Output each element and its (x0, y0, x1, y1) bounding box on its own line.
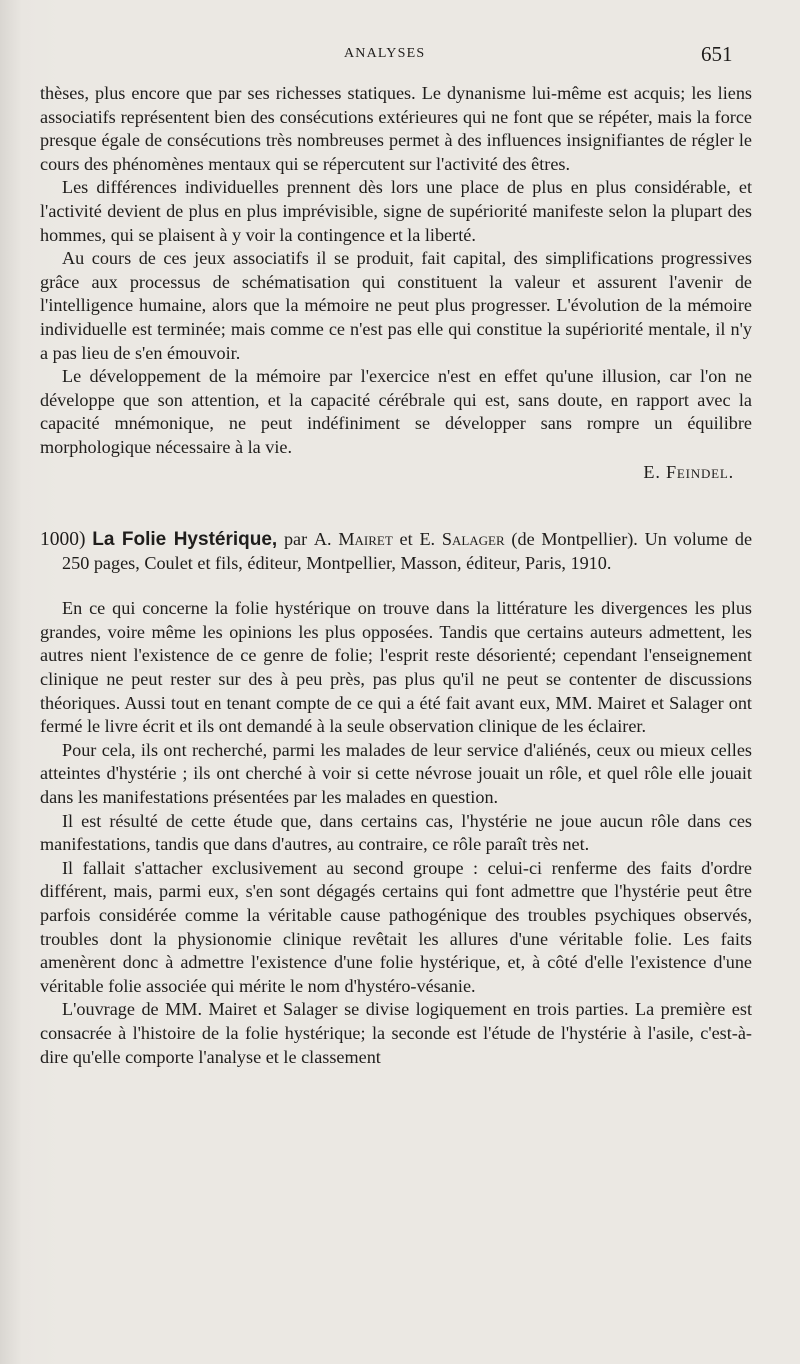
paragraph: Il est résulté de cette étude que, dans certains cas, l'hystérie ne joue aucun rôle dans ces manifestations, tandis que dans d'autres, au contraire, ce rôle paraît très net. (40, 810, 752, 855)
paragraph: Les différences individuelles prennent dès lors une place de plus en plus considérable, et l'activité devient de plus en plus imprévisible, signe de supériorité manifeste selon la plupart des hommes, qui se plaisent à y voir la contingence et la liberté. (40, 177, 752, 245)
paragraph: L'ouvrage de MM. Mairet et Salager se divise logiquement en trois parties. La première est consacrée à l'histoire de la folie hystérique; la seconde est l'étude de l'hystérie à l'asile, c'est-à-dire qu'elle comporte l'analyse et le classement (40, 999, 752, 1067)
authors-conjunction: et (399, 529, 413, 550)
paragraph-continuation: thèses, plus encore que par ses richesses statiques. Le dynanisme lui-même est acquis; les liens associatifs représentent bien des consécutions extérieures qui ne font que se répéter, mais la force presque égale de consécutions très nombreuses permet à des influences insignifiantes de régler le cours des phénomènes mentaux qui se répercutent sur l'activité des êtres. (40, 83, 752, 174)
paragraph: Il fallait s'attacher exclusivement au second groupe : celui-ci renferme des faits d'ordre différent, mais, parmi eux, s'en sont dégagés certains qui font admettre que l'hystérie peut être parfois considérée comme la véritable cause pathogénique des troubles psychiques observés, troubles dont la physionomie clinique revêtait les allures d'une véritable folie. Les faits amenèrent donc à admettre l'existence d'une folie hystérique, et, à côté d'elle l'existence d'une véritable folie associée qui mérite le nom d'hystéro-vésanie. (40, 857, 752, 996)
bibliographic-reference (40, 528, 752, 575)
book-title: La Folie Hystérique, (92, 529, 278, 551)
citation-details: (de Montpellier). Un volume de 250 pages, Coulet et fils, éditeur, Montpellier, Masson, éditeur, Paris, 1910. (62, 529, 753, 573)
paragraph: Pour cela, ils ont recherché, parmi les malades de leur service d'aliénés, ceux ou mieux celles atteintes d'hystérie ; ils ont cherché à voir si cette névrose jouait un rôle, et quel rôle elle jouait dans les manifestations présentées par les malades en question. (40, 739, 752, 808)
author-name: A. Mairet (313, 529, 393, 550)
paragraph: Au cours de ces jeux associatifs il se produit, fait capital, des simplifications progressives grâce aux processus de schématisation qui constituent la valeur et assurent l'avenir de l'intelligence humaine, alors que la mémoire ne peut plus progresser. L'évolution de la mémoire individuelle est terminée; mais comme ce n'est pas elle qui constitue la supériorité mentale, il n'y a pas lieu de s'en émouvoir. (40, 248, 752, 363)
authors-prefix: par (283, 529, 308, 550)
author-name: E. Salager (419, 529, 505, 550)
review-number: 1000) (40, 529, 86, 551)
running-head: ANALYSES (344, 46, 426, 61)
page-number: 651 (701, 42, 733, 66)
page-header (0, 42, 800, 68)
reviewer-signature: E. Feindel. (643, 461, 734, 482)
page-body (40, 82, 752, 1069)
review-text (40, 597, 752, 1069)
paragraph: Le développement de la mémoire par l'exercice n'est en effet qu'une illusion, car l'on ne développe que son attention, et la capacité cérébrale qui est, sans doute, en rapport avec la capacité mnémonique, ne peut indéfiniment se développer sans rompre un équilibre morphologique nécessaire à la vie. (40, 366, 752, 457)
review-entry (40, 528, 752, 1069)
paragraph: En ce qui concerne la folie hystérique on trouve dans la littérature les divergences les plus grandes, voire même les opinions les plus opposées. Tandis que certains auteurs admettent, les autres nient l'existence de ce genre de folie; l'esprit reste désorienté; cependant l'enseignement clinique ne peut rester sur des à peu près, pas plus qu'il ne peut se contenter de discussions théoriques. Aussi tout en tenant compte de ce qui a été fait avant eux, MM. Mairet et Salager ont fermé le livre écrit et ils ont demandé à la seule observation clinique de les éclairer. (40, 598, 752, 737)
previous-review (40, 82, 752, 484)
